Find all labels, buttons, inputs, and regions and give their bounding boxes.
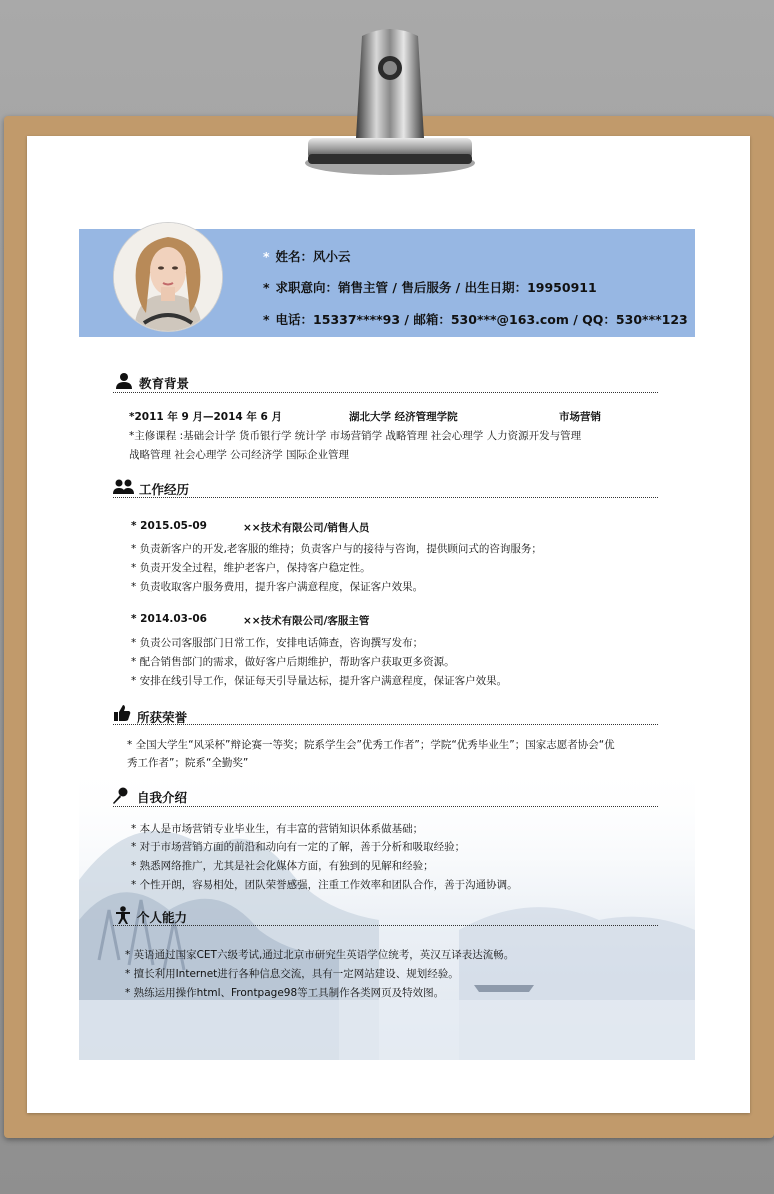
job-company: ××技术有限公司/客服主管 <box>243 615 370 627</box>
bullet: * <box>263 280 270 295</box>
section-title-work: 工作经历 <box>139 482 190 497</box>
job-company: ××技术有限公司/销售人员 <box>243 522 370 534</box>
divider <box>113 392 658 393</box>
job-item: * 负责新客户的开发,老客服的维持；负责客户与的接待与咨询，提供顾问式的咨询服务； <box>131 543 542 555</box>
divider <box>113 497 658 498</box>
name-text: 姓名：风小云 <box>275 249 351 264</box>
user-icon <box>115 372 133 390</box>
ability-item: * 熟练运用操作html、Frontpage98等工具制作各类网页及特效图。 <box>125 987 445 999</box>
intro-item: * 熟悉网络推广，尤其是社会化媒体方面，有独到的见解和经验； <box>131 860 434 872</box>
ability-item: * 擅长利用Internet进行各种信息交流，具有一定网站建设、规划经验。 <box>125 968 459 980</box>
section-title-self-intro: 自我介绍 <box>137 790 188 805</box>
microphone-icon <box>111 787 129 805</box>
bullet: * <box>263 249 270 264</box>
edu-courses-line2: 战略管理 社会心理学 公司经济学 国际企业管理 <box>129 449 350 461</box>
honors-line1: * 全国大学生“风采杯”辩论赛一等奖；院系学生会”优秀工作者”；学院“优秀毕业生”；国家志愿者协会“优 <box>127 739 615 751</box>
ability-item: * 英语通过国家CET六级考试,通过北京市研究生英语学位统考，英汉互译表达流畅。 <box>125 949 515 961</box>
avatar <box>114 223 222 331</box>
job-item: * 负责公司客服部门日常工作，安排电话筛查，咨询撰写发布； <box>131 637 424 649</box>
intent-line <box>263 278 597 296</box>
edu-school: 湖北大学 经济管理学院 <box>349 411 458 423</box>
binder-clip-icon <box>300 28 480 178</box>
job-item: * 配合销售部门的需求，做好客户后期维护，帮助客户获取更多资源。 <box>131 656 455 668</box>
job-date: * 2014.03-06 <box>131 613 207 625</box>
job-date: * 2015.05-09 <box>131 520 207 532</box>
section-title-abilities: 个人能力 <box>137 910 188 925</box>
intent-text: 求职意向：销售主管 / 售后服务 / 出生日期：19950911 <box>275 280 597 295</box>
intro-item: * 个性开朗，容易相处，团队荣誉感强，注重工作效率和团队合作，善于沟通协调。 <box>131 879 518 891</box>
section-title-education: 教育背景 <box>139 376 190 391</box>
job-item: * 负责开发全过程，维护老客户，保持客户稳定性。 <box>131 562 371 574</box>
edu-period: *2011 年 9 月—2014 年 6 月 <box>129 411 282 423</box>
intro-item: * 本人是市场营销专业毕业生，有丰富的营销知识体系做基础； <box>131 823 424 835</box>
section-title-honors: 所获荣誉 <box>137 710 188 725</box>
thumbs-up-icon <box>113 704 131 722</box>
edu-courses-line1: *主修课程 :基础会计学 货币银行学 统计学 市场营销学 战略管理 社会心理学 人力资源开发与管理 <box>129 430 582 442</box>
contact-line <box>263 310 688 328</box>
divider <box>113 925 658 926</box>
name-line <box>263 247 351 265</box>
person-icon <box>114 906 132 924</box>
job-item: * 负责收取客户服务费用，提升客户满意程度，保证客户效果。 <box>131 581 424 593</box>
honors-line2: 秀工作者”；院系“全勤奖” <box>127 757 249 769</box>
bullet: * <box>263 312 270 327</box>
divider <box>113 724 658 725</box>
edu-major: 市场营销 <box>559 411 601 423</box>
intro-item: * 对于市场营销方面的前沿和动向有一定的了解，善于分析和吸取经验； <box>131 841 466 853</box>
users-icon <box>113 477 135 495</box>
divider <box>113 806 658 807</box>
job-item: * 安排在线引导工作，保证每天引导量达标，提升客户满意程度，保证客户效果。 <box>131 675 508 687</box>
contact-text: 电话：15337****93 / 邮箱：530***@163.com / QQ：530***123 <box>275 312 688 327</box>
